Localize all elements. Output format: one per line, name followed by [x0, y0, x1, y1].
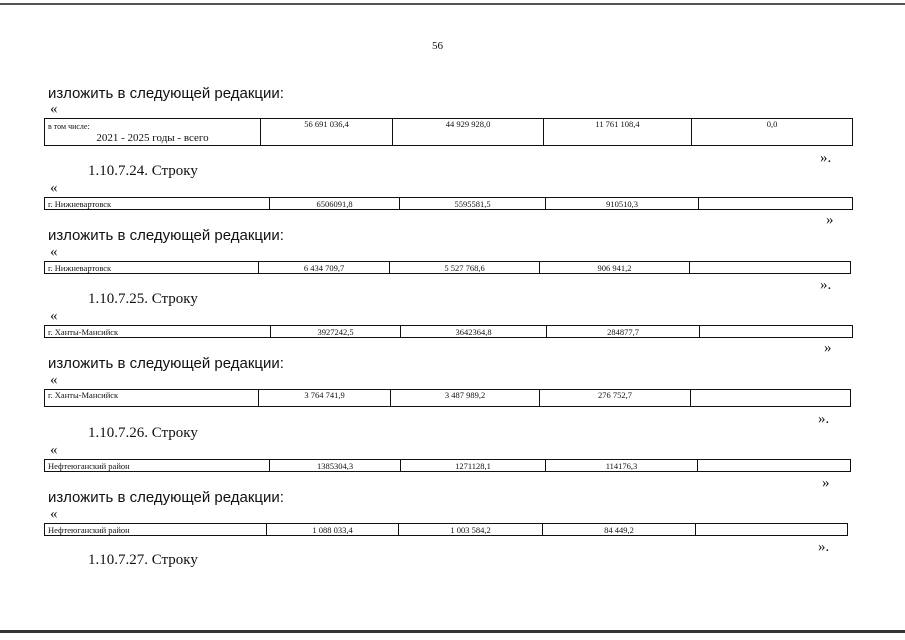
scan-bottom-edge: [0, 630, 905, 633]
row-label: г. Ханты-Мансийск: [45, 326, 271, 338]
value-cell: 11 761 108,4: [544, 119, 692, 146]
value-cell: 3 764 741,9: [259, 390, 391, 407]
scan-top-edge: [0, 3, 905, 5]
value-cell: 1385304,3: [270, 460, 401, 472]
table-row: [44, 325, 853, 338]
section-heading: 1.10.7.27. Строку: [88, 552, 198, 568]
value-cell: 114176,3: [546, 460, 698, 472]
open-quote: «: [50, 506, 58, 522]
row-label: г. Нижневартовск: [45, 198, 270, 210]
value-cell: 910510,3: [546, 198, 699, 210]
section-heading: 1.10.7.26. Строку: [88, 425, 198, 441]
table-row: [44, 523, 848, 536]
value-cell: 6 434 709,7: [259, 262, 390, 274]
value-cell: [698, 460, 851, 472]
value-cell: [690, 262, 851, 274]
intro-text: изложить в следующей редакции:: [48, 227, 284, 244]
table-row: [44, 389, 851, 407]
open-quote: «: [50, 244, 58, 260]
row-label: Нефтеюганский район: [45, 524, 267, 536]
value-cell: 56 691 036,4: [261, 119, 393, 146]
value-cell: 0,0: [692, 119, 853, 146]
close-quote: »: [824, 340, 832, 356]
row-label: г. Ханты-Мансийск: [45, 390, 259, 407]
value-cell: 44 929 928,0: [393, 119, 544, 146]
value-cell: 1 088 033,4: [267, 524, 399, 536]
value-cell: 3927242,5: [271, 326, 401, 338]
value-cell: [691, 390, 851, 407]
open-quote: «: [50, 180, 58, 196]
open-quote: «: [50, 101, 58, 117]
value-cell: [696, 524, 848, 536]
value-cell: 3 487 989,2: [391, 390, 540, 407]
value-cell: 84 449,2: [543, 524, 696, 536]
table-row: [44, 261, 851, 274]
value-cell: [700, 326, 853, 338]
value-cell: 1271128,1: [401, 460, 546, 472]
open-quote: «: [50, 442, 58, 458]
row-label-line1: в том числе:: [48, 122, 90, 131]
close-quote: ».: [820, 150, 832, 166]
value-cell: 906 941,2: [540, 262, 690, 274]
page-number: 56: [432, 40, 443, 52]
table-row: [44, 459, 851, 472]
close-quote: »: [822, 475, 830, 491]
value-cell: 276 752,7: [540, 390, 691, 407]
value-cell: 5 527 768,6: [390, 262, 540, 274]
row-label: [45, 119, 261, 146]
table-row: [44, 197, 853, 210]
section-heading: 1.10.7.24. Строку: [88, 163, 198, 179]
value-cell: 1 003 584,2: [399, 524, 543, 536]
intro-text: изложить в следующей редакции:: [48, 355, 284, 372]
value-cell: 5595581,5: [400, 198, 546, 210]
close-quote: ».: [818, 411, 830, 427]
intro-text: изложить в следующей редакции:: [48, 85, 284, 102]
close-quote: ».: [820, 277, 832, 293]
section-heading: 1.10.7.25. Строку: [88, 291, 198, 307]
value-cell: 3642364,8: [401, 326, 547, 338]
table-row: [44, 118, 853, 146]
open-quote: «: [50, 372, 58, 388]
row-label: Нефтеюганский район: [45, 460, 270, 472]
row-label: г. Нижневартовск: [45, 262, 259, 274]
intro-text: изложить в следующей редакции:: [48, 489, 284, 506]
value-cell: 6506091,8: [270, 198, 400, 210]
close-quote: ».: [818, 539, 830, 555]
open-quote: «: [50, 308, 58, 324]
close-quote: »: [826, 212, 834, 228]
row-label-line2: 2021 - 2025 годы - всего: [96, 132, 209, 144]
value-cell: 284877,7: [547, 326, 700, 338]
value-cell: [699, 198, 853, 210]
